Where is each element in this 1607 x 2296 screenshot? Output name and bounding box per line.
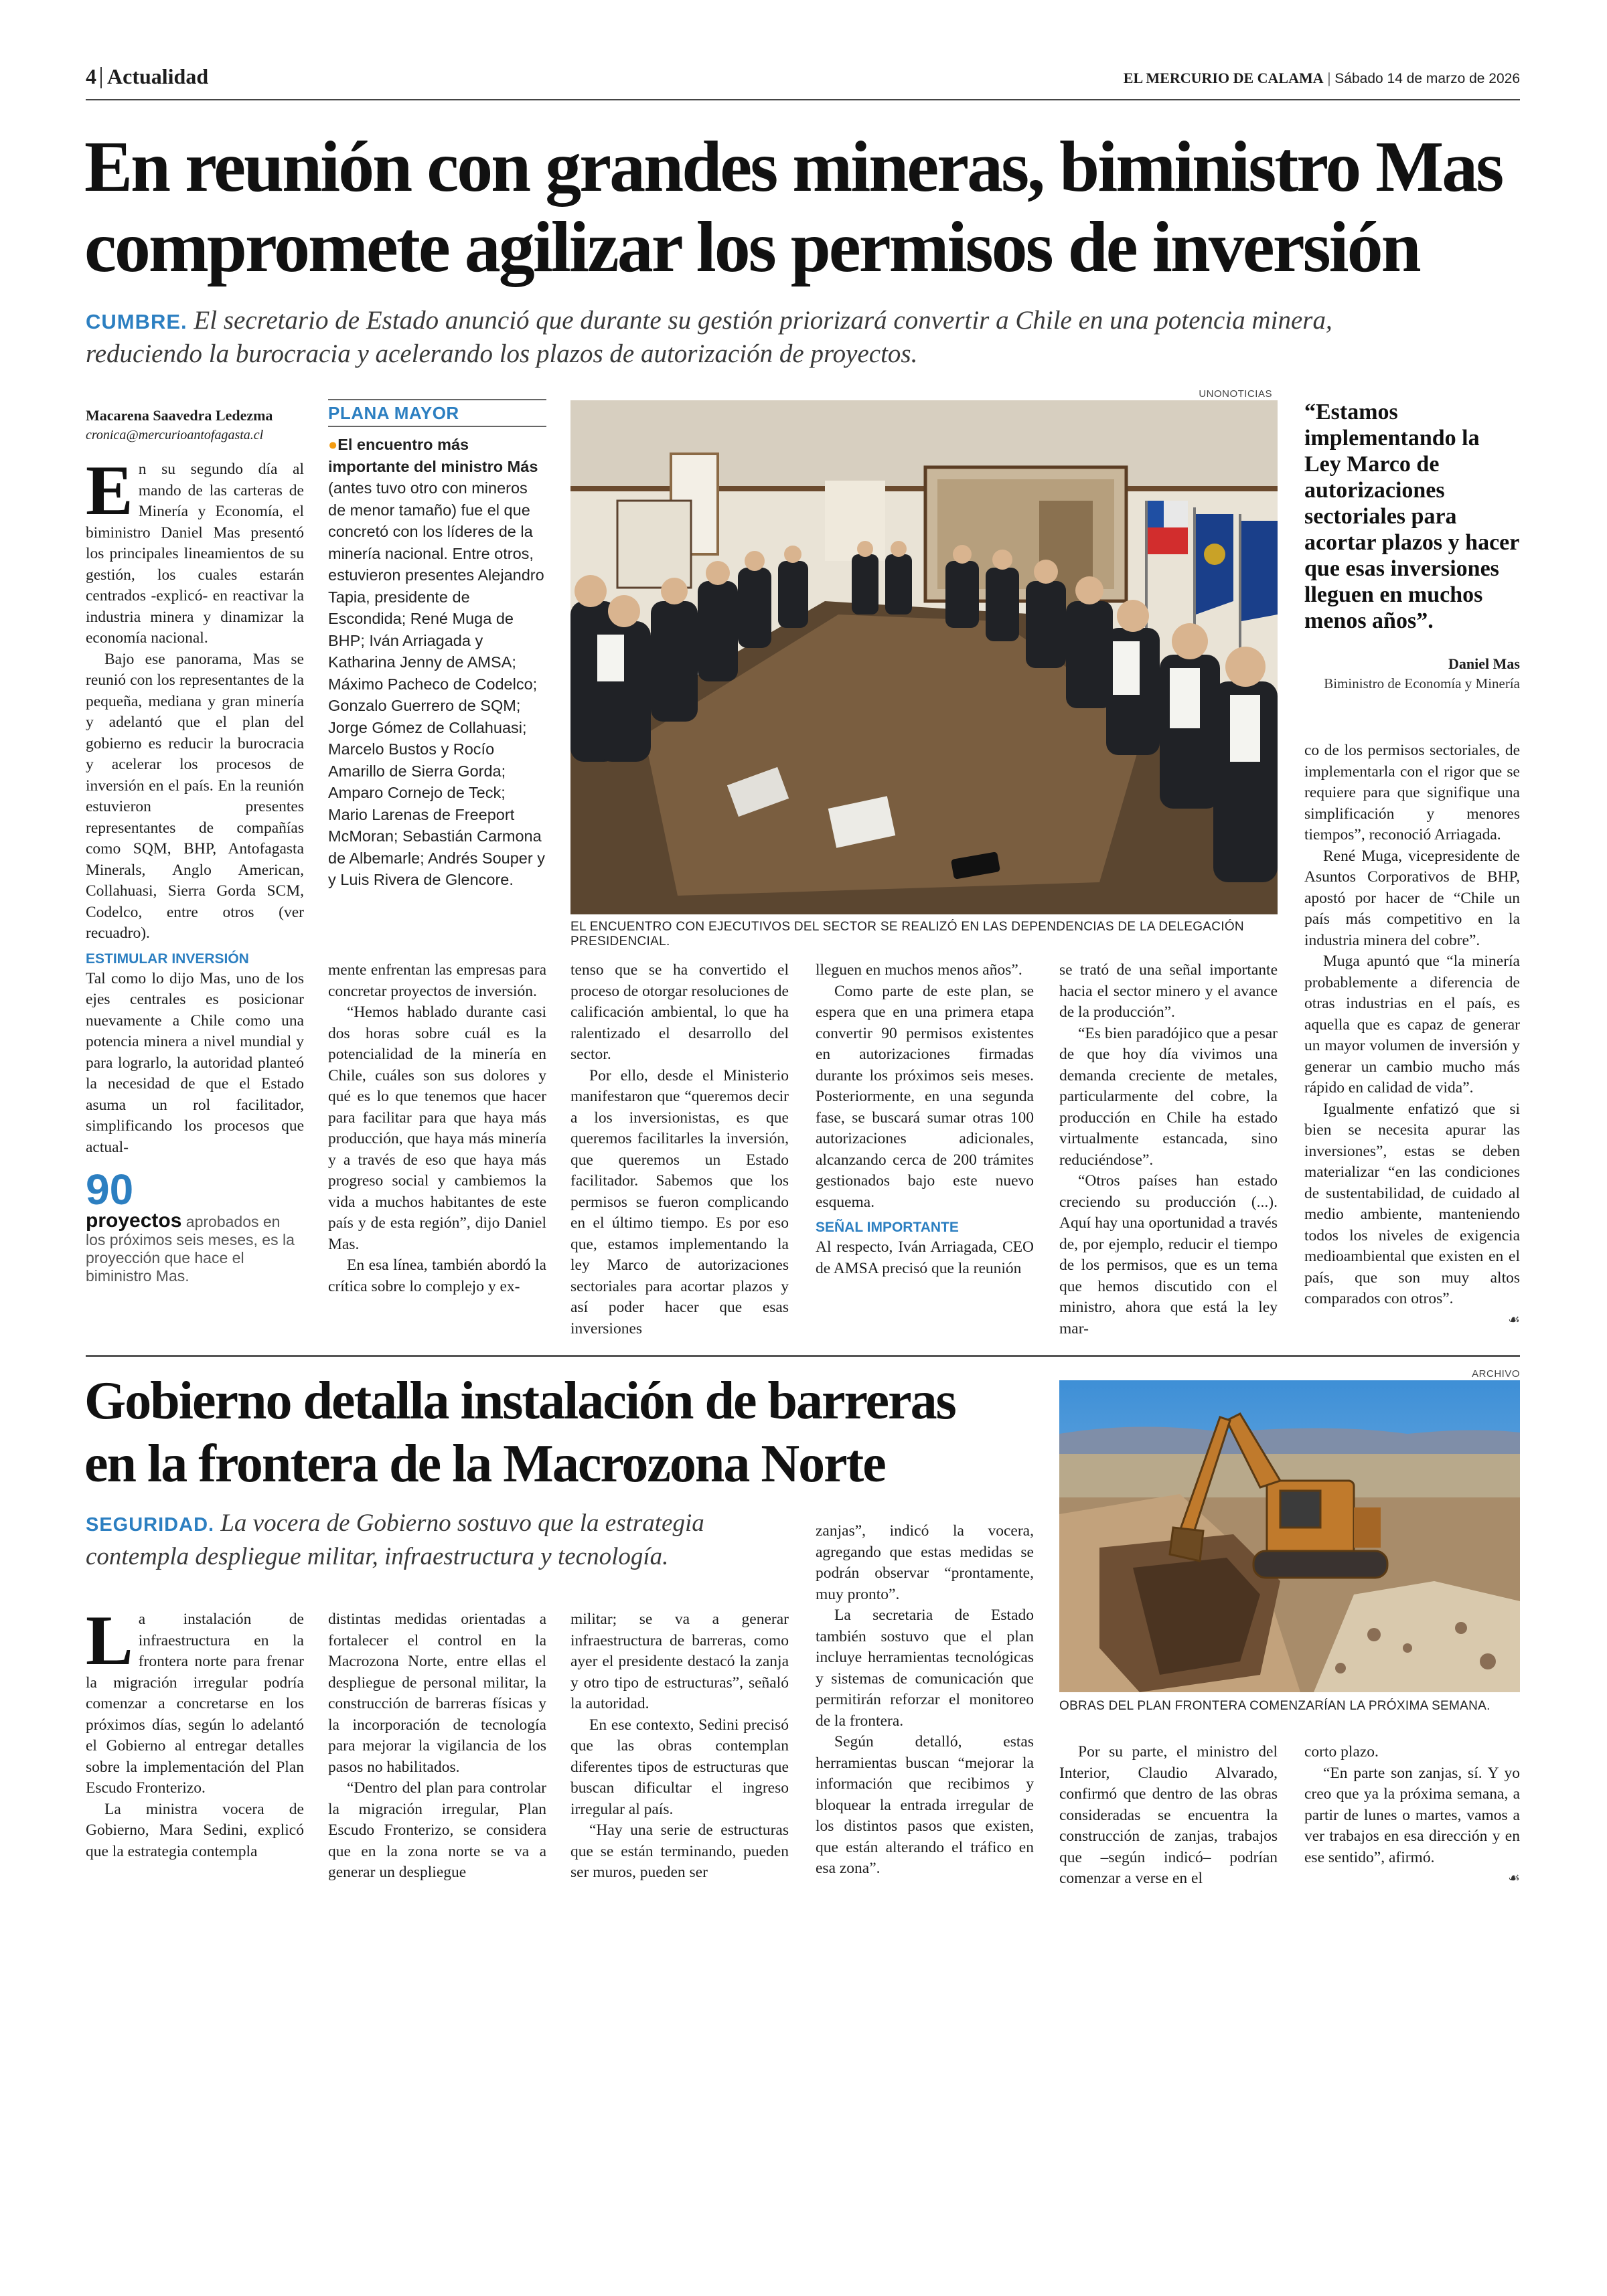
article2-column-3: [570, 1609, 789, 1884]
kicker-cumbre: CUMBRE.: [86, 310, 187, 333]
section-label: Actualidad: [107, 64, 209, 88]
photo2-caption: OBRAS DEL PLAN FRONTERA COMENZARÍAN LA PRÓXIMA SEMANA.: [1059, 1699, 1490, 1713]
deck-line-1: El secretario de Estado anunció que durante su gestión priorizará convertir a Chile en una potencia minera,: [194, 306, 1332, 335]
page-number: 4: [86, 64, 96, 88]
author-byline: Macarena Saavedra Ledezma: [86, 407, 273, 424]
article1-column-2: [328, 960, 546, 1297]
photo2-credit: ARCHIVO: [1472, 1368, 1520, 1380]
article1-col2-p1: mente enfrentan las empresas para concretar proyectos de inversión.: [328, 961, 546, 1000]
article2-headline-line-2: en la frontera de la Macrozona Norte: [84, 1434, 885, 1493]
article2-column-4: [816, 1521, 1034, 1880]
article1-col4-p1: lleguen en muchos menos años”.: [816, 961, 1022, 979]
article1-column-5: [1059, 960, 1278, 1339]
article2-col1-p1: a instalación de infraestructura en la frontera norte para frenar la migración irregular podría comenzar a concretarse en los próximos días, según lo adelantó el Gobierno al entregar detalles sobre la implementación del Plan Escudo Fronterizo.: [86, 1611, 304, 1797]
sidebar-box: [328, 399, 546, 891]
sidebar-title-rule: [328, 426, 546, 427]
pull-quote-author: Daniel Mas: [1448, 655, 1520, 672]
article1-col6-p3: Muga apuntó que “la minería probablemente a diferencia de otras industrias en el país, es aquella que es capaz de generar un mayor volumen de inversión y generar un cambio mucho más rápido en calidad de vida”.: [1304, 953, 1520, 1096]
article2-col2-p1: distintas medidas orientadas a fortalecer el control en la Macrozona Norte, entre ellas el despliegue de personal militar, la construcción de barreras físicas y la incorporación de tecnología para mejorar la vigilancia de los pasos no habilitados.: [328, 1611, 546, 1776]
stat-description: aprobados en los próximos seis meses, es la proyección que hace el biministro Mas.: [86, 1213, 295, 1285]
article2-col4-p3: Según detalló, estas herramientas buscan “mejorar la información que recibimos y bloquear la entrada irregular de los distintos pasos que existen, que están alterando el tráfico en esa zona”.: [816, 1733, 1034, 1877]
headline-line-2: compromete agilizar los permisos de inversión: [84, 208, 1420, 287]
kicker-seguridad: SEGURIDAD.: [86, 1514, 215, 1536]
article1-col2-p2: “Hemos hablado durante casi dos horas sobre cuál es la potencialidad de la minería en Chile, cuáles son sus dolores y qué es lo que tenemos que hacer para facilitar para que haya más producción, que haya más minería y a través de eso que haya más progreso social y cambiemos la vida a muchos habitantes de este país y de esta región”, dijo Daniel Mas.: [328, 1003, 546, 1253]
article1-headline: [84, 127, 1544, 288]
article2-col3-p3: “Hay una serie de estructuras que se están terminando, pueden ser muros, pueden ser: [570, 1821, 789, 1881]
header-separator: [100, 67, 102, 88]
article2-column-1: [86, 1601, 304, 1862]
article2-col3-p1: militar; se va a generar infraestructura de barreras, como ayer el presidente destacó la zanja y otro tipo de estructuras”, señaló la autoridad.: [570, 1611, 789, 1712]
article2-deck-line-2: contempla despliegue militar, infraestructura y tecnología.: [86, 1543, 669, 1570]
article1-col3-p2: Por ello, desde el Ministerio manifestaron que “queremos decir a los inversionistas, es que queremos facilitarles la inversión, que queremos un Estado facilitador. Sabemos que los permisos se fueron complicando en el último tiempo. Es por eso que, estamos implementando la ley Marco de autorizaciones sectoriales para acortar plazos y así poder hacer que esas inversiones: [570, 1066, 789, 1337]
meeting-photo: [570, 400, 1278, 914]
article2-col4-p1: zanjas”, indicó la vocera, agregando que estas medidas se podrán observar “prontamente, muy pronto”.: [816, 1522, 1034, 1603]
article2-col5-p1: Por su parte, el ministro del Interior, Claudio Alvarado, confirmó que dentro de las obras consideradas se encuentra la construcción de zanjas, trabajos que –según indicó– podrían comenzar a verse en el: [1059, 1743, 1278, 1887]
subhead-estimular: ESTIMULAR INVERSIÓN: [86, 951, 249, 967]
sidebar-text: (antes tuvo otro con mineros de menor tamaño) fue el que concretó con los líderes de la minería nacional. Entre otros, estuvieron presentes Alejandro Tapia, presidente de Escondida; René Muga de BHP; Iván Arriagada y Katharina Jenny de AMSA; Máximo Pacheco de Codelco; Gonzalo Guerrero de SQM; Jorge Gómez de Collahuasi; Marcelo Bustos y Rocío Amarillo de Sierra Gorda; Amparo Cornejo de Teck; Mario Larenas de Freeport McMoran; Sebastián Carmona de Albemarle; Andrés Souper y y Luis Rivera de Glencore.: [328, 479, 545, 888]
issue-date: Sábado 14 de marzo de 2026: [1334, 71, 1520, 86]
article2-col2-p2: “Dentro del plan para controlar la migración irregular, Plan Escudo Fronterizo, se considera que en la zona norte se va a generar un despliegue: [328, 1779, 546, 1881]
article1-col5-p3: “Otros países han estado creciendo su producción (...). Aquí hay una oportunidad a través de, por ejemplo, reducir el tiempo de los permisos, que es un tema que hemos discutido con el ministro, ahora que está la ley mar-: [1059, 1172, 1278, 1337]
article1-col6-p4: Igualmente enfatizó que si bien se necesita apurar las inversiones”, estas se deben materializar “en las condiciones de sustentabilidad, de cuidado al medio ambiente, manteniendo todos los niveles de exigencia medioambiental que existen en el país, que son muy altos comparados con otros”.: [1304, 1100, 1520, 1307]
article1-column-6: [1304, 740, 1520, 1331]
article1-col6-p1: co de los permisos sectoriales, de implementarla con el rigor que se requiere para que signifique una simplificación y menores tiempos”, reconoció Arriagada.: [1304, 742, 1520, 843]
article2-headline-line-1: Gobierno detalla instalación de barreras: [84, 1372, 955, 1430]
headline-line-1: En reunión con grandes mineras, biministro Mas: [84, 127, 1503, 207]
article1-column-4: [816, 960, 1034, 1279]
article2-col4-p2: La secretaria de Estado también sostuvo que el plan incluye herramientas tecnológicas y sistemas de comunicación que permitirán reforzar el monitoreo de la frontera.: [816, 1607, 1034, 1730]
article1-deck: [86, 305, 1532, 370]
article-divider: [86, 1355, 1520, 1357]
article1-col4-p2: Como parte de este plan, se espera que en una primera etapa convertir 90 permisos existentes en autorizaciones firmadas durante los próximos seis meses. Posteriormente, en una segunda fase, se buscará sumar otras 100 autorizaciones adicionales, alcanzando cerca de 200 trámites gestionados bajo este nuevo esquema.: [816, 982, 1034, 1211]
sidebar-title: PLANA MAYOR: [328, 403, 459, 423]
article1-col1-p1: n su segundo día al mando de las carteras de Minería y Economía, el biministro Daniel Mas presentó los principales lineamientos de su gestión, los cuales estarán centrados -explicó- en reactivar la industria minera y dinamizar la economía nacional.: [86, 461, 304, 647]
article1-column-3: [570, 960, 789, 1339]
photo1-credit: UNONOTICIAS: [1199, 388, 1272, 400]
article2-col1-p2: La ministra vocera de Gobierno, Mara Sedini, explicó que la estrategia contempla: [86, 1800, 304, 1860]
article2-end-icon: ☙: [1508, 1871, 1520, 1886]
pull-quote-role: Biministro de Economía y Minería: [1324, 675, 1520, 691]
stat-callout: [86, 1167, 304, 1285]
deck-line-2: reduciendo la burocracia y acelerando los plazos de autorización de proyectos.: [86, 339, 918, 368]
header-divider: |: [1327, 70, 1331, 86]
article2-col3-p2: En ese contexto, Sedini precisó que las obras contemplan diferentes tipos de estructuras que buscan dificultar el ingreso irregular al país.: [570, 1716, 789, 1818]
article2-deck-line-1: La vocera de Gobierno sostuvo que la estrategia: [220, 1509, 704, 1537]
subhead-senal: SEÑAL IMPORTANTE: [816, 1220, 959, 1235]
article1-col3-p1: tenso que se ha convertido el proceso de otorgar resoluciones de calificación ambiental, lo que ha ralentizado el desarrollo del sector.: [570, 961, 789, 1063]
photo1-caption: EL ENCUENTRO CON EJECUTIVOS DEL SECTOR SE REALIZÓ EN LAS DEPENDENCIAS DE LA DELEGACIÓN PRESIDENCIAL.: [570, 920, 1244, 949]
article2-col6-p2: “En parte son zanjas, sí. Y yo creo que ya la próxima semana, a partir de lunes o martes, vamos a ver trabajos en esa dirección y en ese sentido”, afirmó.: [1304, 1764, 1520, 1866]
dropcap-l: L: [86, 1601, 133, 1679]
end-icon: ☙: [1508, 1312, 1520, 1327]
article2-column-2: [328, 1609, 546, 1884]
article1-col2-p3: En esa línea, también abordó la crítica sobre lo complejo y ex-: [328, 1256, 546, 1295]
header-right: [1124, 70, 1520, 87]
article1-col6-p2: René Muga, vicepresidente de Asuntos Corporativos de BHP, apostó por hacer de “Chile un país más competitivo en la industria minera del cobre”.: [1304, 847, 1520, 949]
author-email: cronica@mercurioantofagasta.cl: [86, 428, 264, 442]
dropcap-e: E: [86, 451, 133, 529]
article1-col4-p3: Al respecto, Iván Arriagada, CEO de AMSA precisó que la reunión: [816, 1238, 1034, 1277]
stat-label: proyectos: [86, 1210, 182, 1232]
article1-col1-p2: Bajo ese panorama, Mas se reunió con los representantes de la pequeña, mediana y gran minería y adelantó que el plan del gobierno es reducir la burocracia y acelerar los procesos de inversión en el país. En la reunión estuvieron presentes representantes de compañías como SQM, BHP, Antofagasta Minerals, Anglo American, Collahuasi, Sierra Gorda SCM, Codelco, entre otros (ver recuadro).: [86, 650, 304, 942]
header-rule: [86, 99, 1520, 100]
article2-column-6: [1304, 1742, 1520, 1890]
pull-quote: [1304, 399, 1520, 692]
sidebar-bullet-icon: ●: [328, 436, 338, 453]
article2-headline: [84, 1370, 1049, 1495]
article1-col5-p2: “Es bien paradójico que a pesar de que hoy día vivimos una demanda creciente de metales, particularmente del cobre, la producción en Chile ha estado virtualmente estancada, sino reduciéndose”.: [1059, 1024, 1278, 1169]
excavator-photo: [1059, 1380, 1520, 1692]
article2-column-5: [1059, 1742, 1278, 1890]
article1-column-1: [86, 406, 304, 1285]
article1-col1-p3: Tal como lo dijo Mas, uno de los ejes centrales es posicionar nuevamente a Chile como una potencia minera a nivel mundial y para lograrlo, la autoridad planteó la necesidad de que el Estado asuma un rol facilitador, simplificando los procesos que actual-: [86, 969, 304, 1156]
page-header: [86, 64, 1520, 104]
sidebar-bold-text: El encuentro más importante del ministro Más: [328, 436, 538, 475]
pull-quote-text: “Estamos implementando la Ley Marco de autorizaciones sectoriales para acortar plazos y hacer que esas inversiones lleguen en muchos menos años”.: [1304, 400, 1519, 633]
article2-deck: [86, 1507, 822, 1573]
article2-col6-p1: corto plazo.: [1304, 1743, 1379, 1760]
article1-col5-p1: se trató de una señal importante hacia el sector minero y el avance de la producción”.: [1059, 961, 1278, 1021]
stat-number: 90: [86, 1165, 134, 1214]
newspaper-name: EL MERCURIO DE CALAMA: [1123, 70, 1324, 86]
